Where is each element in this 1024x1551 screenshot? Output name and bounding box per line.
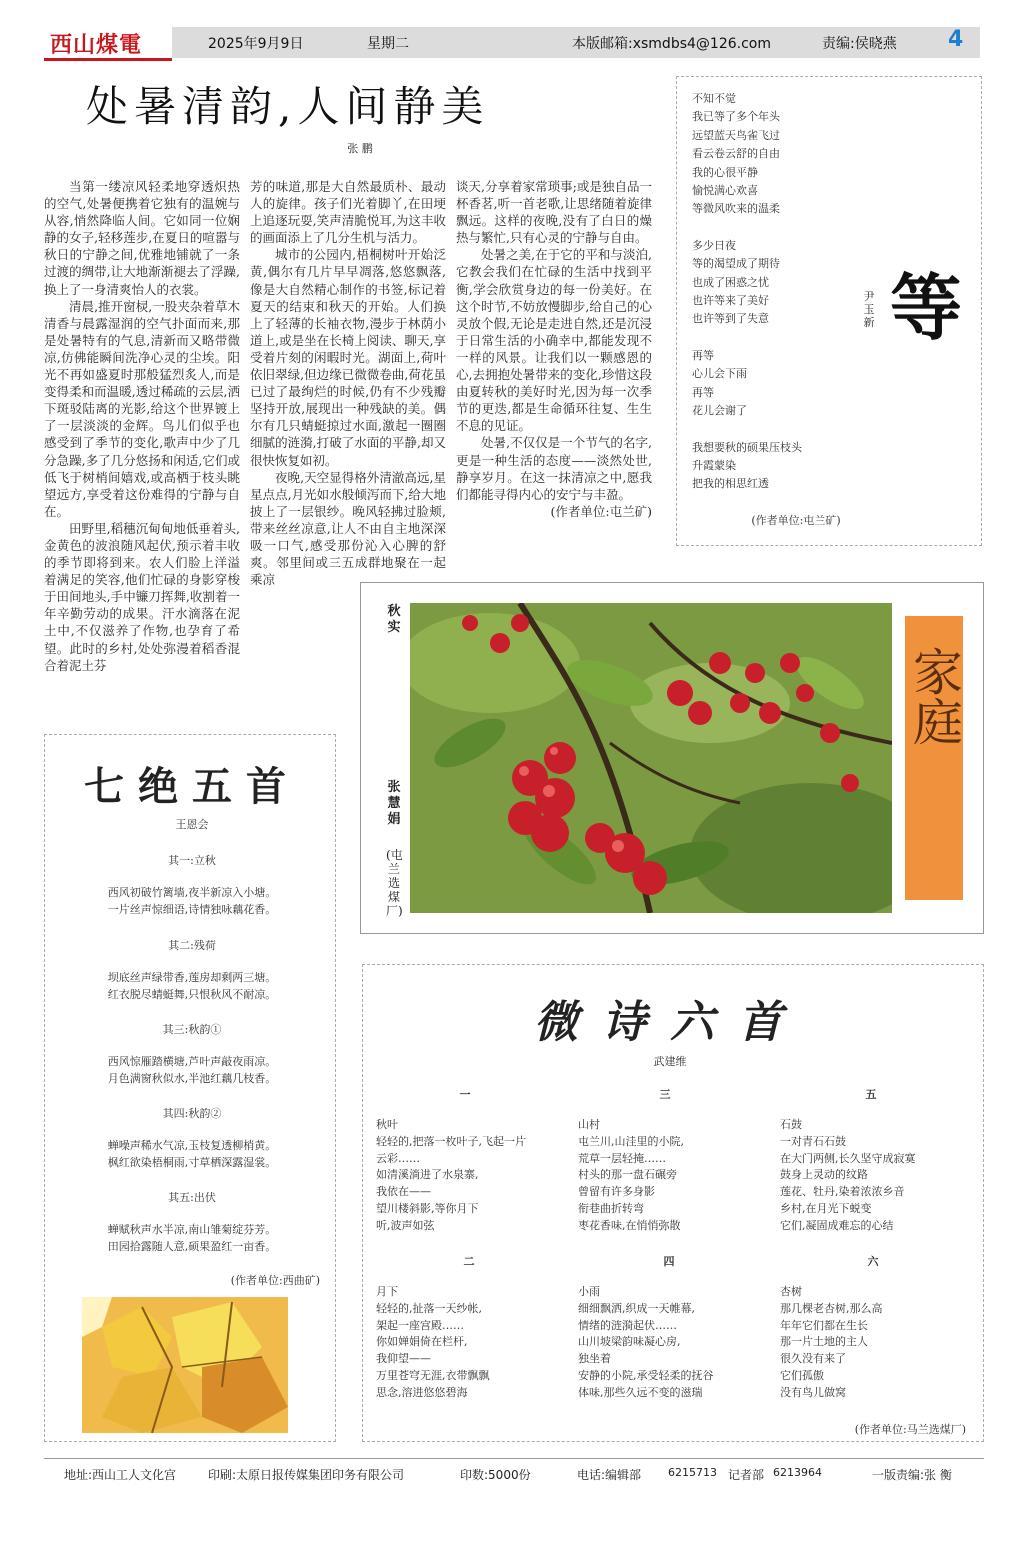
poem-line: 它们孤傲 (780, 1368, 824, 1382)
paragraph: 当第一缕凉风轻柔地穿透炽热的空气,处暑便携着它独有的温婉与从容,悄然降临人间。它如同一位娴静的女子,轻移莲步,在夏日的喧嚣与秋日的宁静之间,优雅地铺就了一条过渡的绸带,让大地渐渐褪去了浮躁,换上了一身清爽怡人的衣裳。 (44, 179, 240, 297)
weishi-poem (376, 1117, 568, 1235)
poem-line: 西风初破竹篱墙,夜半新凉入小塘。 (107, 886, 277, 899)
poem-line: 我依在—— (376, 1185, 431, 1199)
footer-divider (44, 1458, 984, 1459)
qijue-subtitle: 其一:立秋 (168, 854, 216, 867)
weishi-num: 六 (867, 1255, 879, 1268)
poem-line: 屯兰川,山洼里的小院, (578, 1134, 684, 1148)
poem-line: 莲花、牡丹,染着浓浓乡音 (780, 1185, 905, 1199)
poem-line: 山村 (578, 1118, 600, 1131)
qijue-subtitle: 其三:秋韵① (162, 1023, 222, 1036)
page-email[interactable]: 本版邮箱:xsmdbs4@126.com (572, 36, 771, 52)
poem-line: 你如婵娟倚在栏杆, (376, 1335, 468, 1349)
qijue-poem (52, 884, 332, 918)
page-number: 4 (948, 27, 964, 52)
poem-line: 那一片土地的主人 (780, 1335, 868, 1349)
poem-line: 山川坡梁韵味凝心房, (578, 1335, 681, 1349)
qijue-title: 七绝五首 (84, 763, 300, 810)
paragraph: 夜晚,天空显得格外清澈高远,星星点点,月光如水般倾泻而下,给大地披上了一层银纱。晚风轻拂过脸颊,带来丝丝凉意,让人不由自主地深深吸一口气,感受那份沁入心脾的舒爽。邻里间或三五成群地聚在一起乘凉 (250, 469, 446, 588)
poem-line: 思念,溶进悠悠碧海 (376, 1385, 468, 1399)
crabapple-illustration (410, 603, 892, 913)
logo-underline (44, 58, 172, 61)
poem-line: 体味,那些久远不变的滋瑞 (578, 1385, 703, 1399)
qijue-poem (52, 969, 332, 1003)
weishi-num: 二 (463, 1255, 475, 1268)
poem-wait-title: 等 (890, 265, 963, 350)
weishi-unit: (作者单位:马兰选煤厂) (854, 1423, 966, 1436)
poem-line: 曾留有许多身影 (578, 1185, 655, 1199)
poem-line: 远望蓝天鸟雀飞过 (692, 128, 780, 142)
poem-line: 一片丝声惊细语,诗情独咏藕花香。 (107, 903, 277, 916)
poem-wait-author: 尹玉新 (863, 290, 875, 329)
issue-weekday: 星期二 (367, 36, 409, 52)
poem-line: 坝底丝声绿带香,莲房却剩两三塘。 (107, 971, 277, 984)
poem-line: 架起一座宫殿…… (376, 1318, 464, 1332)
article-author: 张 鹏 (347, 142, 373, 155)
footer-chief-editor: 一版责编:张 衡 (872, 1468, 952, 1482)
poem-line: 衔巷曲折转弯 (578, 1201, 644, 1215)
poem-line: 一对青石石鼓 (780, 1134, 846, 1148)
poem-line: 看云卷云舒的自由 (692, 147, 780, 161)
poem-line: 村头的那一盘石碾旁 (578, 1168, 677, 1182)
poem-line: 听,波声如弦 (376, 1218, 435, 1232)
poem-line: 升霞蒙染 (692, 458, 736, 472)
poem-line: 月下 (376, 1285, 398, 1298)
qijue-subtitle: 其五:出伏 (168, 1191, 216, 1204)
maple-leaf-photo (82, 1297, 288, 1433)
poem-line: 心儿会下雨 (692, 367, 747, 381)
poem-line: 细细飘洒,织成一天帷幕, (578, 1301, 695, 1315)
poem-line: 蝉噪声稀水气凉,玉枝复透柳梢黄。 (107, 1139, 277, 1152)
poem-line: 杏树 (780, 1285, 802, 1298)
poem-line: 月色满窗秋似水,半池红藕几枝香。 (107, 1072, 277, 1085)
paragraph: 谈天,分享着家常琐事;或是独自品一杯香茗,听一首老歌,让思绪随着旋律飘远。这样的夜晚,没有了白日的燥热与繁忙,只有心灵的宁静与自由。 (456, 179, 652, 246)
article-column-1 (44, 178, 240, 674)
poem-line: 秋叶 (376, 1118, 398, 1131)
poem-line: 石鼓 (780, 1118, 802, 1131)
paragraph: 处暑,不仅仅是一个节气的名字,更是一种生活的态度——淡然处世,静享岁月。在这一抹清凉之中,愿我们都能寻得内心的安宁与丰盈。 (456, 435, 652, 502)
weishi-poem (780, 1284, 976, 1402)
poem-line: 不知不觉 (692, 92, 736, 105)
poem-line: 愉悦满心欢喜 (692, 184, 758, 198)
weishi-author: 武建维 (653, 1055, 687, 1068)
poem-line: 独坐着 (578, 1352, 611, 1366)
poem-line: 多少日夜 (692, 238, 736, 252)
footer-phone-edit: 6215713 (668, 1466, 717, 1479)
paragraph: 芳的味道,那是大自然最质朴、最动人的旋律。孩子们光着脚丫,在田埂上追逐玩耍,笑声清脆悦耳,为这丰收的画面添上了几分生机与活力。 (250, 179, 446, 246)
qijue-author: 王恩会 (175, 818, 209, 831)
article-author-unit: (作者单位:屯兰矿) (550, 503, 652, 519)
poem-line: 把我的相思红透 (692, 477, 769, 491)
weishi-poem (578, 1284, 770, 1402)
paragraph: 城市的公园内,梧桐树叶开始泛黄,偶尔有几片早早凋落,悠悠飘落,像是大自然精心制作的书签,标记着夏天的结束和秋天的开始。人们换上了轻薄的长袖衣物,漫步于林荫小道上,或是坐在长椅上阅读、聊天,享受着片刻的闲暇时光。湖面上,荷叶依旧翠绿,但边缘已微微卷曲,荷花虽已过了最绚烂的时候,仍有不少残瓣坚持开放,展现出一种残缺的美。偶尔有几只蜻蜓掠过水面,激起一圈圈细腻的涟漪,打破了水面的平静,却又很快恢复如初。 (250, 247, 446, 468)
poem-line: 乡村,在月光下蜕变 (780, 1201, 872, 1215)
photo-caption: 秋实 (387, 604, 401, 635)
poem-line: 蝉赋秋声水半凉,南山雏菊绽芬芳。 (107, 1223, 277, 1236)
article-column-2 (250, 178, 446, 588)
crabapple-photo (410, 603, 892, 913)
paragraph: 清晨,推开窗棂,一股夹杂着草木清香与晨露湿润的空气扑面而来,那是处暑特有的气息,清新而又略带微凉,仿佛能瞬间洗净心灵的尘埃。阳光不再如盛夏时那般猛烈炙人,而是变得柔和而温暖,透过稀疏的云层,洒下斑驳陆离的光影,给这个世界镀上了一层淡淡的金辉。鸟儿们似乎也感受到了季节的变化,歌声中少了几分急躁,多了几分悠扬和闲适,它们或低飞于树梢间嬉戏,或高栖于枝头眺望远方,享受着这份难得的宁静与自在。 (44, 298, 240, 519)
footer-reporter-label: 记者部 (728, 1468, 765, 1482)
newspaper-logo: 西山煤電 (50, 32, 143, 58)
poem-line: 望川楼斜影,等你月下 (376, 1201, 479, 1215)
poem-stanza (692, 439, 892, 494)
footer-printer: 印刷:太原日报传媒集团印务有限公司 (208, 1468, 405, 1482)
photo-author: 张慧娟 (387, 780, 401, 827)
poem-line: 那几棵老杏树,那么高 (780, 1301, 883, 1315)
qijue-poem (52, 1221, 332, 1255)
poem-line: 情绪的涟漪起伏…… (578, 1318, 677, 1332)
poem-line: 我仰望—— (376, 1352, 431, 1366)
poem-line: 也许等到了失意 (692, 312, 769, 326)
paragraph: 处暑之美,在于它的平和与淡泊,它教会我们在忙碌的生活中找到平衡,学会欣赏身边的每一份美好。在这个时节,不妨放慢脚步,给自己的心灵放个假,无论是走进自然,还是沉浸于日常生活的小确幸中,都能发现不一样的风景。让我们以一颗感恩的心,去拥抱处暑带来的变化,珍惜这段由夏转秋的美好时光,因为每一次季节的更迭,都是生命循环往复、生生不息的见证。 (456, 247, 652, 434)
section-tag-text: 家庭 (905, 646, 963, 746)
qijue-poem (52, 1137, 332, 1171)
poem-line: 荒草一层轻掩…… (578, 1151, 666, 1165)
footer-phone-label: 电话:编辑部 (577, 1468, 642, 1482)
footer-phone-reporter: 6213964 (773, 1466, 822, 1479)
poem-line: 等的渴望成了期待 (692, 257, 780, 271)
poem-line: 云彩…… (376, 1151, 420, 1165)
poem-line: 小雨 (578, 1285, 600, 1298)
poem-line: 枫红欲染梧桐雨,寸草栖深露湿裳。 (107, 1156, 277, 1169)
weishi-poem (780, 1117, 976, 1235)
poem-line: 枣花香味,在悄悄弥散 (578, 1218, 681, 1232)
weishi-poem (376, 1284, 568, 1402)
poem-line: 红衣脱尽蜻蜓舞,只恨秋风不耐凉。 (107, 988, 277, 1001)
poem-line: 我想要秋的硕果压枝头 (692, 440, 802, 454)
poem-line: 没有鸟儿做窝 (780, 1385, 846, 1399)
poem-line: 再等 (692, 348, 714, 362)
weishi-num: 一 (459, 1088, 471, 1101)
poem-line: 再等 (692, 385, 714, 399)
poem-line: 安静的小院,承受轻柔的抚谷 (578, 1368, 714, 1382)
poem-stanza (692, 347, 892, 421)
poem-line: 轻轻的,扯落一天纱帐, (376, 1301, 482, 1315)
poem-line: 年年它们都在生长 (780, 1318, 868, 1332)
poem-wait-unit: (作者单位:屯兰矿) (751, 514, 841, 527)
weishi-num: 五 (865, 1088, 877, 1101)
paragraph: 田野里,稻穗沉甸甸地低垂着头,金黄色的波浪随风起伏,预示着丰收的季节即将到来。农人们脸上洋溢着满足的笑容,他们忙碌的身影穿梭于田间地头,手中镰刀挥舞,收割着一年辛勤劳动的成果。汗水滴落在泥土中,不仅滋养了作物,也孕育了希望。此时的乡村,处处弥漫着稻香混合着泥土芬 (44, 520, 240, 673)
issue-date: 2025年9月9日 (208, 36, 304, 52)
poem-line: 也成了困惑之忧 (692, 275, 769, 289)
maple-leaf-illustration (82, 1297, 288, 1433)
poem-line: 花儿会谢了 (692, 404, 747, 418)
poem-stanza (692, 90, 892, 219)
section-tag-family (905, 616, 963, 900)
weishi-num: 三 (659, 1088, 671, 1101)
weishi-num: 四 (663, 1255, 675, 1268)
poem-line: 万里苍穹无涯,衣带飘飘 (376, 1368, 490, 1382)
poem-line: 如清溪淌进了水泉寨, (376, 1168, 479, 1182)
article-title: 处暑清韵,人间静美 (86, 82, 490, 131)
photo-author-unit: (屯兰选煤厂) (386, 848, 403, 918)
qijue-subtitle: 其二:残荷 (168, 939, 216, 952)
poem-line: 在大门两侧,长久坚守成寂寞 (780, 1151, 916, 1165)
poem-line: 也许等来了美好 (692, 294, 769, 308)
weishi-poem (578, 1117, 770, 1235)
footer-address: 地址:西山工人文化宫 (64, 1468, 177, 1482)
poem-line: 等微风吹来的温柔 (692, 202, 780, 216)
poem-line: 轻轻的,把落一枚叶子,飞起一片 (376, 1134, 526, 1148)
weishi-title: 微诗六首 (534, 997, 806, 1048)
poem-line: 我的心很平静 (692, 165, 758, 179)
poem-line: 西风惊雁踏横塘,芦叶声敲夜雨凉。 (107, 1055, 277, 1068)
poem-line: 它们,凝固成难忘的心结 (780, 1218, 894, 1232)
poem-line: 我已等了多个年头 (692, 110, 780, 124)
qijue-subtitle: 其四:秋韵② (162, 1107, 222, 1120)
article-column-3 (456, 178, 652, 520)
qijue-unit: (作者单位:西曲矿) (230, 1274, 320, 1287)
poem-line: 田园拾露随人意,硕果盈红一亩香。 (107, 1240, 277, 1253)
footer-copies: 印数:5000份 (460, 1468, 531, 1482)
qijue-poem (52, 1053, 332, 1087)
poem-line: 鼓身上灵动的纹路 (780, 1168, 868, 1182)
poem-line: 很久没有来了 (780, 1352, 846, 1366)
page-editor: 责编:侯晓燕 (822, 36, 897, 52)
